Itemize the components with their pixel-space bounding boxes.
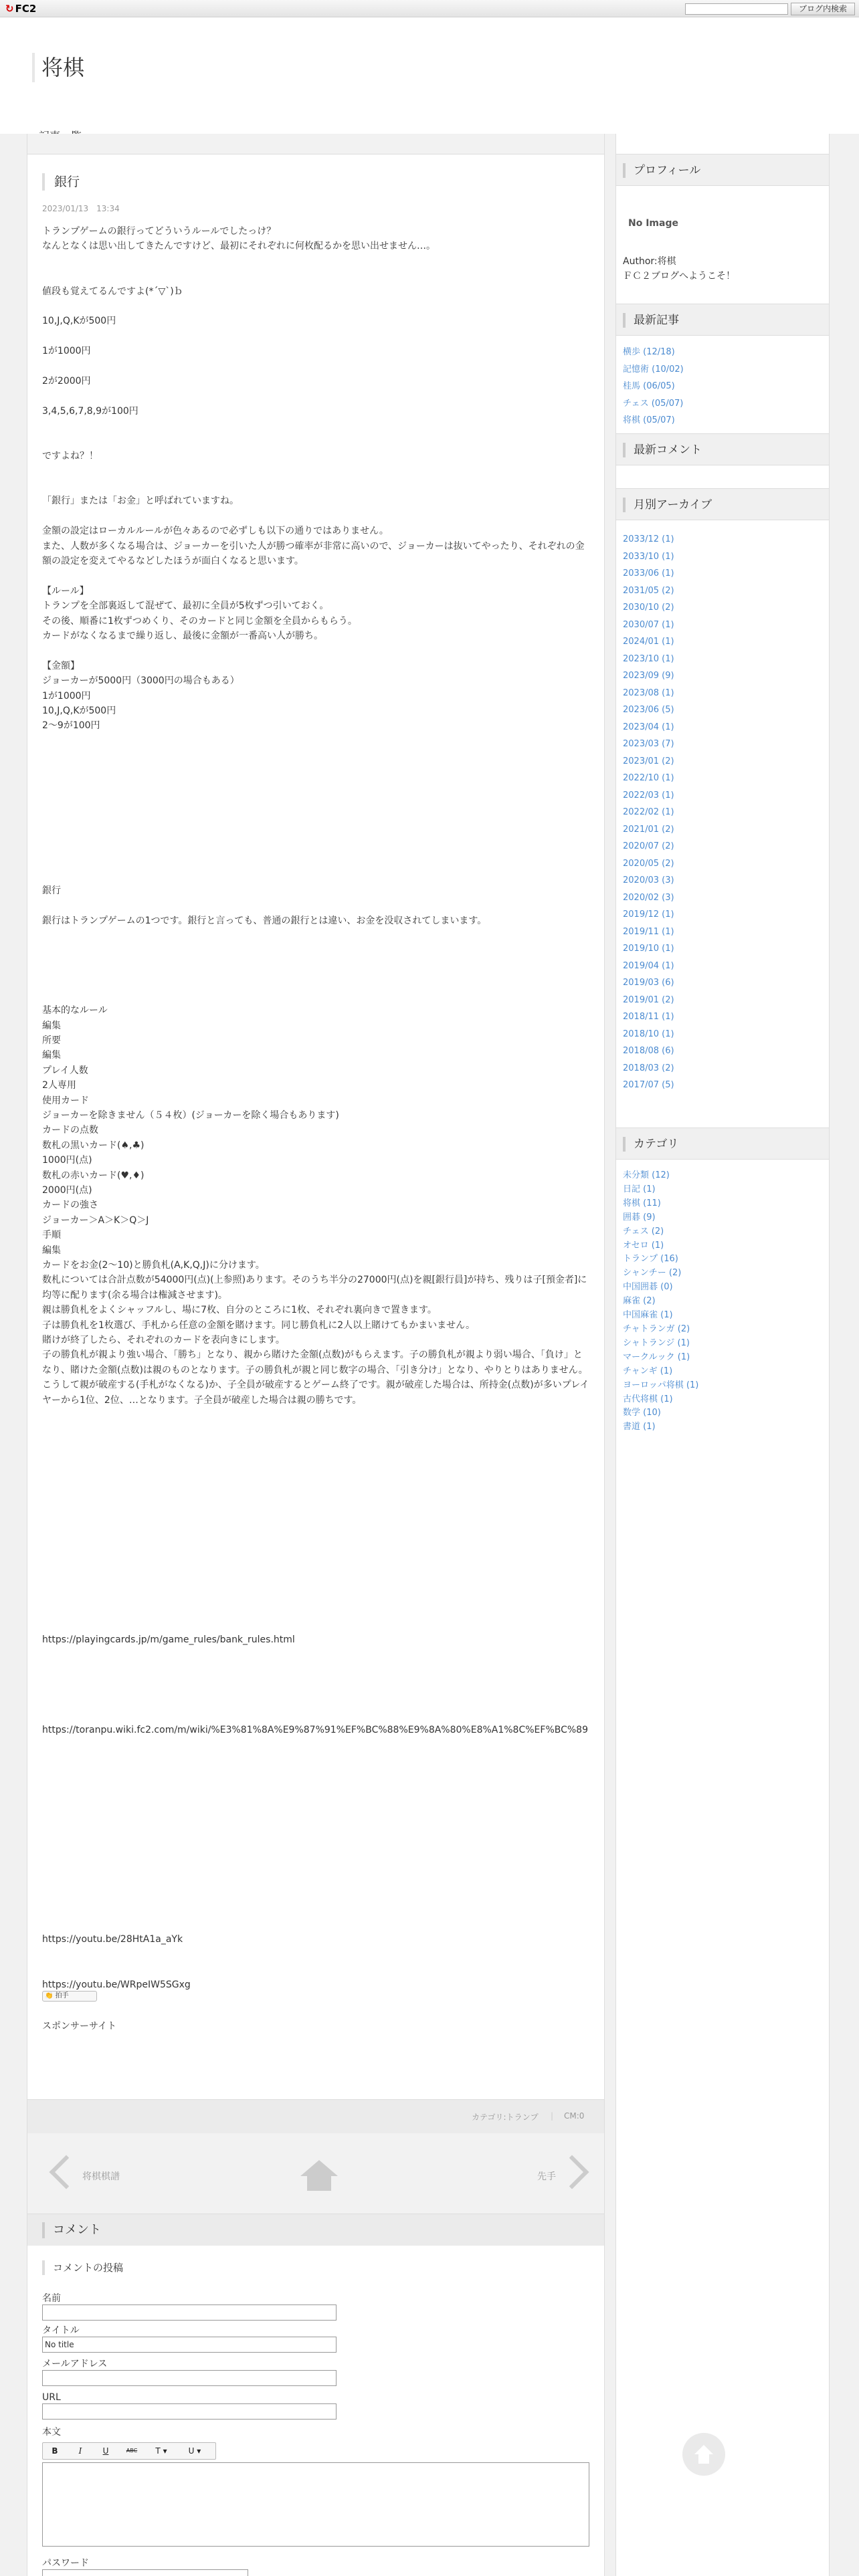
archive-link[interactable]: 2023/09 (9) [623,671,674,681]
next-arrow-icon[interactable] [555,2155,589,2189]
recent-comments-heading: 最新コメント [616,433,829,465]
category-link[interactable]: 古代将棋 (1) [623,1394,673,1404]
category-link[interactable]: チェス (2) [623,1226,664,1237]
archive-link[interactable]: 2020/03 (3) [623,875,674,885]
category-link[interactable]: 中国麻雀 (1) [623,1310,673,1321]
site-header [0,17,859,132]
font-size-dropdown[interactable]: T ▾ [155,2446,167,2456]
archive-link[interactable]: 2030/10 (2) [623,603,674,613]
arrow-up-icon [682,2433,725,2476]
recent-article-link[interactable]: 桂馬 (06/05) [623,381,675,392]
strikethrough-button[interactable]: ABC [126,2448,138,2454]
article-footer [27,2100,604,2133]
archive-link[interactable]: 2022/10 (1) [623,773,674,783]
recent-articles-heading: 最新記事 [616,304,829,336]
category-link[interactable]: ヨーロッパ将棋 (1) [623,1380,699,1390]
archive-link[interactable]: 2019/12 (1) [623,909,674,920]
comment-count-link[interactable]: CM:0 [564,2111,585,2121]
recent-article-link[interactable]: 記憶術 (10/02) [623,364,684,374]
archive-link[interactable]: 2019/04 (1) [623,960,674,971]
recent-articles-box [616,304,829,431]
email-input[interactable] [42,2370,337,2386]
category-link[interactable]: 数学 (10) [623,1408,661,1418]
archive-link[interactable]: 2020/07 (2) [623,841,674,851]
category-link[interactable]: シャトランジ (1) [623,1337,690,1348]
category-link[interactable]: 将棋 (11) [623,1198,661,1208]
title-input[interactable]: No title [42,2337,337,2353]
home-icon[interactable] [300,2160,338,2191]
archive-link[interactable]: 2033/12 (1) [623,534,674,544]
no-image-placeholder: No Image [628,218,678,229]
archives-list [623,531,674,1094]
archive-link[interactable]: 2018/11 (1) [623,1012,674,1022]
archive-link[interactable]: 2017/07 (5) [623,1080,674,1090]
fc2-logo[interactable]: ↻ FC2 [5,3,37,15]
profile-author: Author:将棋 [623,256,676,267]
article-pager [27,2133,604,2214]
recent-article-link[interactable]: 横歩 (12/18) [623,347,675,357]
url-input[interactable] [42,2403,337,2420]
chevron-down-icon: ▾ [197,2446,201,2456]
chevron-down-icon: ▾ [163,2446,167,2456]
comment-form [27,2246,604,2576]
archive-link[interactable]: 2018/10 (1) [623,1029,674,1039]
italic-button[interactable]: I [78,2446,82,2456]
recent-article-link[interactable]: 将棋 (05/07) [623,415,675,426]
archive-link[interactable]: 2022/02 (1) [623,807,674,817]
article [27,154,604,2100]
comments-heading: コメント [27,2214,604,2246]
category-link[interactable]: 日記 (1) [623,1184,656,1194]
page-body [0,134,859,2576]
back-to-top-button[interactable] [682,2433,725,2476]
archive-link[interactable]: 2023/01 (2) [623,756,674,766]
editor-toolbar [42,2442,216,2460]
url-label: URL [42,2392,61,2403]
password-label: パスワード [42,2558,89,2569]
archive-link[interactable]: 2024/01 (1) [623,637,674,647]
fc2-logo-icon: ↻ [5,3,14,15]
underline-button[interactable]: U [102,2446,109,2456]
recent-article-link[interactable]: チェス (05/07) [623,398,684,409]
archive-link[interactable]: 2019/11 (1) [623,926,674,937]
prev-arrow-icon[interactable] [50,2155,84,2189]
archive-link[interactable]: 2033/06 (1) [623,568,674,578]
sponsor-site: スポンサーサイト [42,2021,117,2032]
categories-list [623,1169,698,1434]
archive-link[interactable]: 2023/10 (1) [623,653,674,664]
archive-link[interactable]: 2020/02 (3) [623,892,674,903]
archive-link[interactable]: 2031/05 (2) [623,585,674,596]
category-link[interactable]: シャンチー (2) [623,1268,682,1279]
category-link[interactable]: オセロ (1) [623,1240,664,1251]
blog-search-input[interactable] [685,3,788,15]
archive-link[interactable]: 2033/10 (1) [623,551,674,562]
category-link[interactable]: 麻雀 (2) [623,1296,656,1307]
font-color-dropdown[interactable]: U ▾ [188,2446,201,2456]
next-article-link[interactable]: 先手 [537,2171,556,2182]
archive-link[interactable]: 2019/03 (6) [623,978,674,988]
password-input[interactable] [42,2569,248,2576]
footer-divider: | [551,2111,554,2121]
blog-search-button[interactable]: ブログ内検索 [791,3,855,15]
category-link[interactable]: チャトランガ (2) [623,1323,690,1334]
title-label: タイトル [42,2325,80,2336]
email-label: メールアドレス [42,2359,108,2369]
clap-icon: 👏 [45,1992,54,2000]
archive-link[interactable]: 2021/01 (2) [623,824,674,835]
prev-article-link[interactable]: 将棋棋譜 [82,2171,120,2182]
bold-button[interactable]: B [52,2446,58,2456]
article-title[interactable]: 銀行 [42,173,80,191]
name-label: 名前 [42,2293,61,2304]
archive-link[interactable]: 2020/05 (2) [623,858,674,869]
category-link[interactable]: チャンギ (1) [623,1366,673,1376]
article-date: 2023/01/13 13:34 [42,204,120,213]
recent-comments-box [616,433,829,476]
categories-box [616,1128,829,1448]
profile-welcome: ＦＣ２ブログへようこそ！ [623,271,735,282]
profile-box [616,154,829,301]
archive-link[interactable]: 2018/03 (2) [623,1063,674,1073]
name-input[interactable] [42,2304,337,2321]
article-body: トランプゲームの銀行ってどういうルールでしたっけ？ なんとなくは思い出してきたんですけど、最初にそれぞれに何枚配るかを思い出せません…。 値段も覚えてるんですよ(*´▽`)ｂ 10,J,Q,Kが500円 1が1000円 2が2000円 3,4,5,6,7,8,9が100円 ですよね？！ 「銀行」または「お金」と呼ばれていますね。 金額の設定はローカルルールが色々あるので必ずしも以下の通りではありません。 また、人数が多くなる場合は、ジョーカーを引いた人が勝つ確率が非常に高いので、ジョーカーは抜いてやったり、それぞれの金額の設定を変えてやるなどしたほうが面白くなると思います。 【ルール】 トランプを全部裏返して混ぜて、最初に全員が5枚ずつ引いておく。 その後、順番に1枚ずつめくり、そのカードと同じ金額を全員からもらう。 カードがなくなるまで繰り返し、最後に金額が一番高い人が勝ち。 【金額】 ジョーカーが5000円（3000円の場合もある） 1が1000円 10,J,Q,Kが500円 2～9が100円 銀行 銀行はトランプゲームの1つです。銀行と言っても、普通の銀行とは違い、お金を没収されてしまいます。 基本的なルール 編集 所要 編集 プレイ人数 2人専用 使用カード ジョーカーを除きません（５４枚）(ジョーカーを除く場合もあります) カードの点数 数札の黒いカード(♠,♣) 1000円(点) 数札の赤いカード(♥,♦) 2000円(点) カードの強さ ジョーカー＞A＞K＞Q＞J 手順 編集 カードをお金(2～10)と勝負札(A,K,Q,J)に分けます。 数札については合計点数が54000円(点)(上参照)あります。そのうち半分の27000円(点)を親[銀行員]が持ち、残りは子[預金者]に均等に配ります(余る場合は権減させます)。 親は勝負札をよくシャッフルし、場に7枚、自分のところに1枚、それぞれ裏向きで置きます。 子は勝負札を1枚選び、手札から任意の金額を賭けます。同じ勝負札に2人以上賭けてもかまいません。 賭けが終了したら、それぞれのカードを表向きにします。 子の勝負札が親より強い場合、「勝ち」となり、親から賭けた金額(点数)がもらえます。子の勝負札が親より弱い場合、「負け」となり、賭けた金額(点数)は親のものとなります。子の勝負札が親と同じ数字の場合、「引き分け」となり、やりとりはありません。 こうして親が破産する(手札がなくなる)か、子全員が破産するとゲーム終了です。親が破産した場合は、所持金(点数)が多いプレイヤーから1位、2位、…となります。子全員が破産した場合は親の勝ちです。 https://playingcards.jp/m/game_rules/bank_rules.html https://toranpu.wiki.fc2.com/m/wiki/%E3%81%8A%E9%87%91%EF%BC%88%E9%8A%80%E8%A1%8C%EF%BC%89 https://youtu.be/28HtA1a_aYk https://youtu.be/WRpeIW5SGxg [42,226,589,1990]
archive-link[interactable]: 2023/08 (1) [623,687,674,698]
category-link[interactable]: トランプ (16) [623,1254,678,1265]
comment-form-heading: コメントの投稿 [42,2260,123,2275]
archive-link[interactable]: 2018/08 (6) [623,1046,674,1056]
archive-link[interactable]: 2023/03 (7) [623,739,674,749]
archive-link[interactable]: 2023/06 (5) [623,705,674,715]
fc2-topbar [0,0,859,17]
body-label: 本文 [42,2427,61,2438]
archive-link[interactable]: 2023/04 (1) [623,722,674,732]
profile-heading: プロフィール [616,154,829,186]
comment-body-textarea[interactable] [42,2462,589,2547]
main-column [27,134,605,2576]
archive-link[interactable]: 2022/03 (1) [623,790,674,800]
category-link[interactable]: 囲碁 (9) [623,1212,656,1222]
archives-box [616,488,829,1235]
category-link[interactable]: 未分類 (12) [623,1170,670,1180]
category-link[interactable]: マークルック (1) [623,1352,690,1362]
archives-heading: 月別アーカイブ [616,488,829,520]
archive-link[interactable]: 2030/07 (1) [623,619,674,630]
article-category-link[interactable]: カテゴリ:トランプ [472,2113,539,2122]
recent-articles-list [623,344,684,429]
clap-button[interactable]: 👏 拍手 [42,1991,97,2002]
site-title[interactable]: 将棋 [32,53,84,82]
category-link[interactable]: 書道 (1) [623,1422,656,1432]
category-link[interactable]: 中国囲碁 (0) [623,1282,673,1293]
archive-link[interactable]: 2019/10 (1) [623,944,674,954]
archive-link[interactable]: 2019/01 (2) [623,994,674,1005]
categories-heading: カテゴリ [616,1128,829,1160]
sidebar [615,134,830,2576]
